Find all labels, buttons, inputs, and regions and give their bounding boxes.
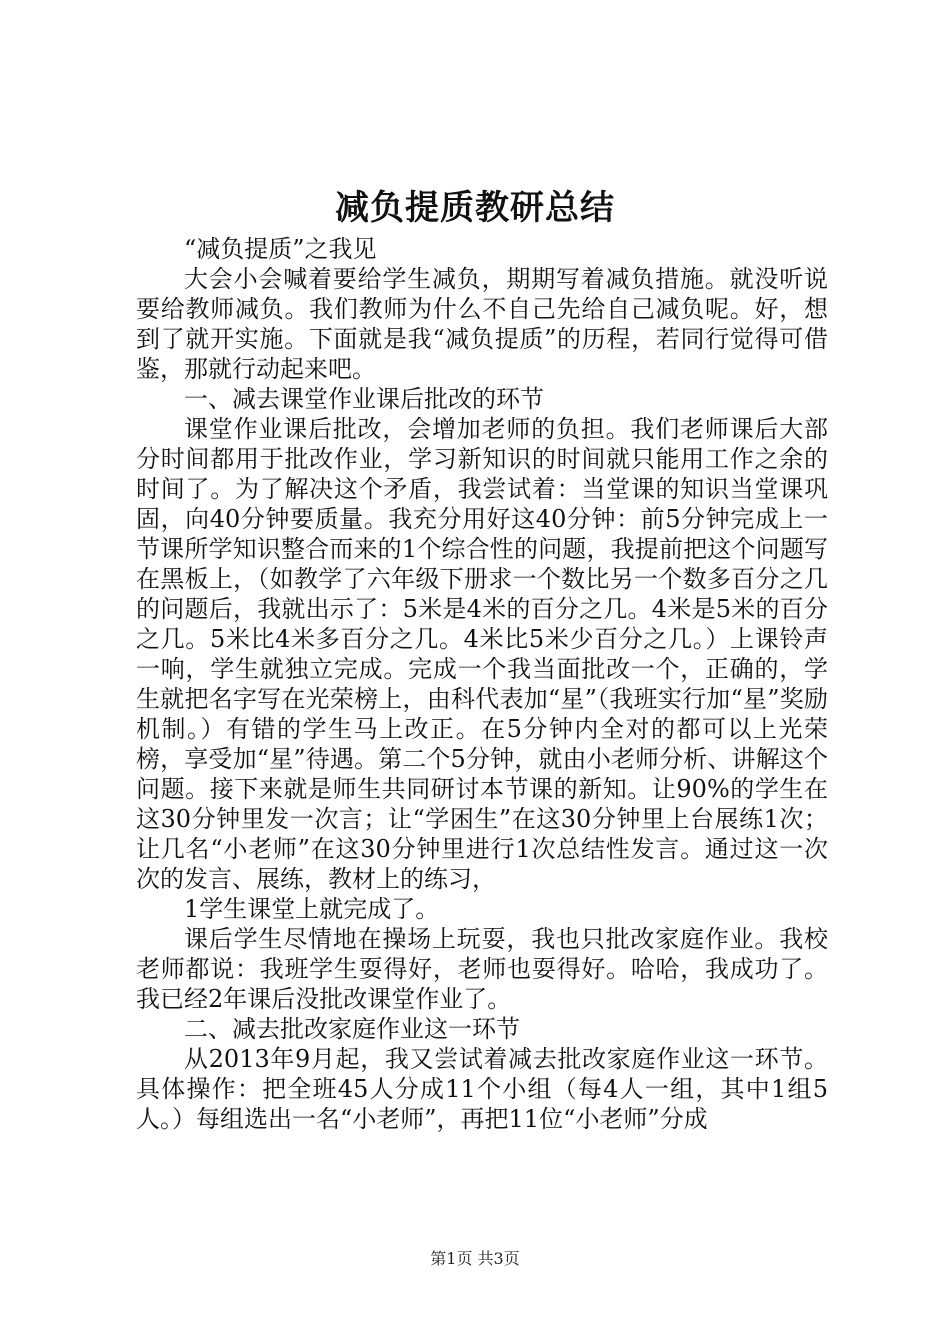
document-body: [136, 234, 828, 1134]
paragraph-subtitle: “减负提质”之我见: [184, 235, 377, 263]
paragraph-section-2: 从2013年9月起，我又尝试着减去批改家庭作业这一环节。具体操作：把全班45人分成11个小组（每4人一组，其中1组5人。）每组选出一名“小老师”，再把11位“小老师”分成: [136, 1045, 828, 1133]
paragraph-section-1-end: 1学生课堂上就完成了。: [184, 895, 440, 923]
paragraph-after-class: 课后学生尽情地在操场上玩耍，我也只批改家庭作业。我校老师都说：我班学生耍得好，老师也耍得好。哈哈，我成功了。我已经2年课后没批改课堂作业了。: [136, 925, 828, 1013]
paragraph-intro: 大会小会喊着要给学生减负，期期写着减负措施。就没听说要给教师减负。我们教师为什么不自己先给自己减负呢。好，想到了就开实施。下面就是我“减负提质”的历程，若同行觉得可借鉴，那就行动起来吧。: [136, 265, 828, 383]
page-number-footer: 第1页 共3页: [430, 1249, 520, 1268]
document-title: 减负提质教研总结: [335, 188, 615, 228]
paragraph-section-1: 课堂作业课后批改，会增加老师的负担。我们老师课后大部分时间都用于批改作业，学习新知识的时间就只能用工作之余的时间了。为了解决这个矛盾，我尝试着：当堂课的知识当堂课巩固，向40分钟要质量。我充分用好这40分钟：前5分钟完成上一节课所学知识整合而来的1个综合性的问题，我提前把这个问题写在黑板上，（如教学了六年级下册求一个数比另一个数多百分之几的问题后，我就出示了：5米是4米的百分之几。4米是5米的百分之几。5米比4米多百分之几。4米比5米少百分之几。）上课铃声一响，学生就独立完成。完成一个我当面批改一个，正确的，学生就把名字写在光荣榜上，由科代表加“星”（我班实行加“星”奖励机制。）有错的学生马上改正。在5分钟内全对的都可以上光荣榜，享受加“星”待遇。第二个5分钟，就由小老师分析、讲解这个问题。接下来就是师生共同研讨本节课的新知。让90%的学生在这30分钟里发一次言；让“学困生”在这30分钟里上台展练1次；让几名“小老师”在这30分钟里进行1次总结性发言。通过这一次次的发言、展练，教材上的练习，: [136, 415, 828, 893]
section-heading-2: 二、减去批改家庭作业这一环节: [184, 1015, 520, 1043]
section-heading-1: 一、减去课堂作业课后批改的环节: [184, 385, 544, 413]
